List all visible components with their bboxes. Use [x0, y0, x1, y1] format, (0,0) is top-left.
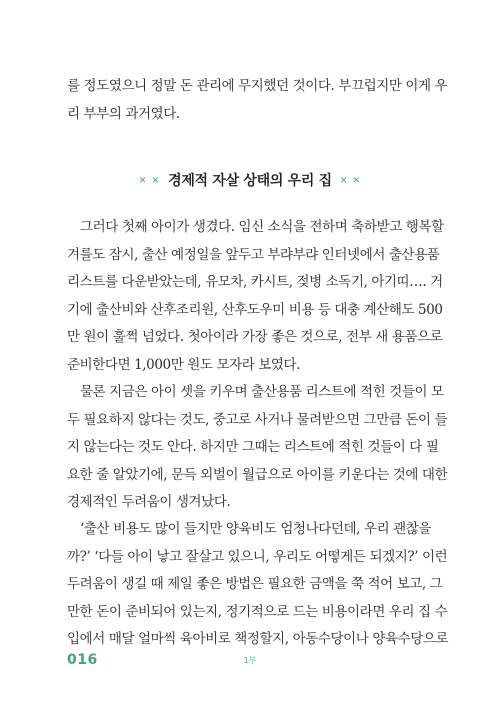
text-line: 리 부부의 과거였다.	[67, 105, 180, 122]
text-line: 그러다 첫째 아이가 생겼다. 임신 소식을 전하며 축하받고 행복할	[80, 219, 444, 235]
text-line: 물론 지금은 아이 셋을 키우며 출산용품 리스트에 적힌 것들이 모	[80, 384, 444, 400]
text-line: 경제적인 두려움이 생겨났다.	[67, 494, 231, 510]
running-head: 1부	[243, 656, 257, 665]
text-line: ‘출산 비용도 많이 들지만 양육비도 엄청나다던데, 우리 괜찮을	[80, 521, 432, 537]
text-line: 준비한다면 1,000만 원도 모자라 보였다.	[67, 356, 301, 373]
page-number: 016	[67, 652, 98, 668]
section-title: 경제적 자살 상태의 우리 집	[168, 173, 332, 189]
text-line: 만 원이 훌쩍 넘었다. 첫아이라 가장 좋은 것으로, 전부 새 용품으로	[67, 329, 443, 345]
top-paragraph	[67, 73, 448, 128]
text-line: 리스트를 다운받았는데, 유모차, 카시트, 젖병 소독기, 아기띠…. 거	[67, 274, 443, 290]
text-line: 만한 돈이 준비되어 있는지, 정기적으로 드는 비용이라면 우리 집 수	[67, 603, 448, 620]
text-line: 지 않는다는 것도 안다. 하지만 그때는 리스트에 적힌 것들이 다 필	[67, 439, 439, 455]
body-paragraph-3	[67, 516, 449, 654]
section-heading	[0, 170, 500, 190]
text-line: 요한 줄 알았기에, 문득 외벌이 월급으로 아이를 키운다는 것에 대한	[67, 466, 448, 483]
body-paragraph-2	[67, 379, 448, 517]
text-line: 두려움이 생길 때 제일 좋은 방법은 필요한 금액을 쭉 적어 보고, 그	[67, 576, 443, 592]
text-line: 입에서 매달 얼마씩 육아비로 책정할지, 아동수당이나 양육수당으로	[67, 631, 449, 647]
text-line: 기에 출산비와 산후조리원, 산후도우미 비용 등 대충 계산해도 500	[67, 301, 443, 318]
text-line: 겨를도 잠시, 출산 예정일을 앞두고 부랴부랴 인터넷에서 출산용품	[67, 246, 440, 263]
text-line: 까?’ ‘다들 아이 낳고 잘살고 있으니, 우리도 어떻게든 되겠지?’ 이런	[67, 548, 448, 565]
ornament-left-icon: ✕ ✕	[138, 176, 161, 186]
text-line: 두 필요하지 않다는 것도, 중고로 사거나 물려받으면 그만큼 돈이 들	[67, 411, 448, 428]
ornament-right-icon: ✕ ✕	[339, 176, 362, 186]
body-paragraph-1	[67, 214, 444, 379]
text-line: 를 정도였으니 정말 돈 관리에 무지했던 것이다. 부끄럽지만 이게 우	[67, 78, 448, 94]
